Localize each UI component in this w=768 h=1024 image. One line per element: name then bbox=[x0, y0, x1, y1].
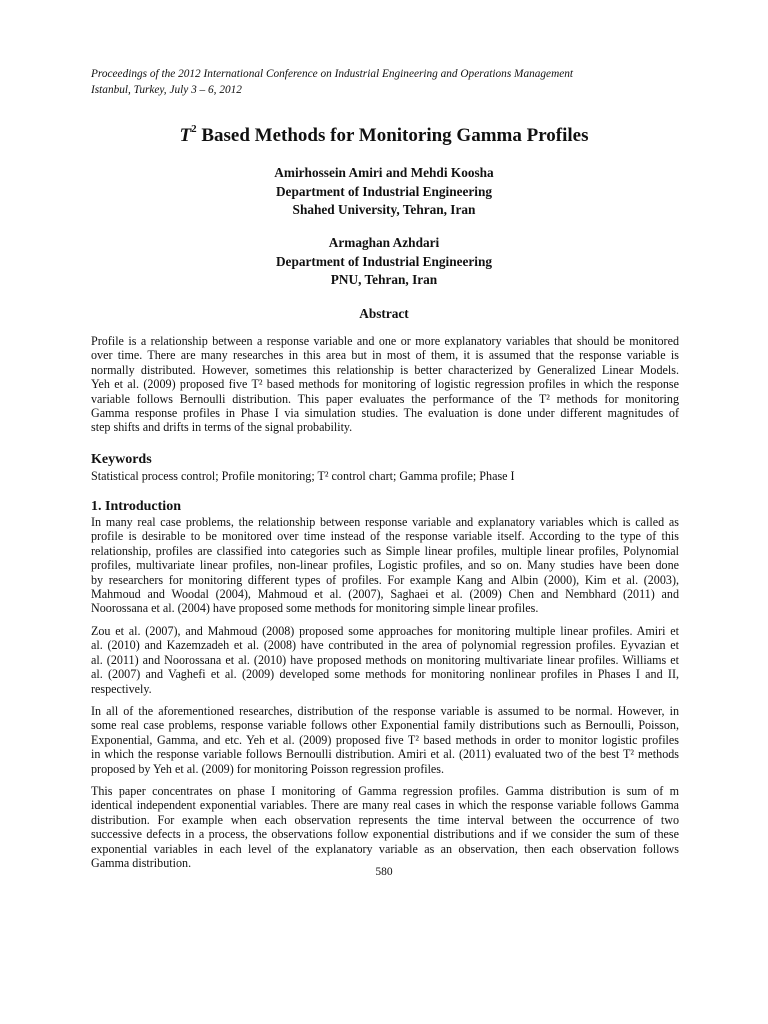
intro-line: respectively. bbox=[91, 681, 152, 696]
abstract-heading: Abstract bbox=[359, 306, 409, 321]
abstract-line: Profile is a relationship between a response variable and one or more explanatory variables that should be monitored bbox=[91, 334, 679, 348]
paper-title bbox=[0, 124, 768, 148]
author-block-1 bbox=[0, 164, 768, 220]
intro-line: profiles, multivariate linear profiles, non-linear profiles, Logistic profiles, and so on. Many studies have been done bbox=[91, 558, 679, 573]
intro-line: In all of the aforementioned researches, distribution of the response variable is assumed to be normal. However, in bbox=[91, 704, 679, 718]
intro-line: al. (2007) and Vaghefi et al. (2009) developed some methods for monitoring nonlinear profiles in Phases I and II, bbox=[91, 667, 679, 682]
intro-line: successive defects in a process, the observations follow exponential distributions and if we consider the sum of these bbox=[91, 827, 679, 842]
title-superscript: 2 bbox=[191, 123, 197, 135]
author-names-2: Armaghan Azhdari bbox=[328, 235, 440, 250]
proceedings-header bbox=[91, 66, 691, 98]
intro-line: In many real case problems, the relationship between response variable and explanatory variables which is called as bbox=[91, 515, 679, 529]
author-names-1: Amirhossein Amiri and Mehdi Koosha bbox=[274, 165, 494, 180]
intro-paragraph-1 bbox=[91, 515, 679, 616]
intro-line: by researchers for monitoring different types of profiles. For example Kang and Albin (2000), Kim et al. (2003), bbox=[91, 572, 679, 587]
intro-line: some real case problems, response variable follows other Exponential family distributions such as Bernoulli, Poisson, bbox=[91, 718, 679, 733]
introduction-heading: 1. Introduction bbox=[91, 499, 181, 514]
keywords-heading: Keywords bbox=[91, 452, 152, 467]
intro-line: profile is desirable to be monitored over time instead of the response variable itself. According to the type of this bbox=[91, 529, 679, 544]
intro-line: al. (2011) and Noorossana et al. (2010) have proposed methods on monitoring multivariate linear profiles. Williams et bbox=[91, 652, 679, 667]
abstract-line: over time. There are many researches in this area but in most of them, it is assumed that the response variable is bbox=[91, 348, 679, 363]
proceedings-line-2: Istanbul, Turkey, July 3 – 6, 2012 bbox=[91, 84, 242, 96]
author-block-2 bbox=[0, 234, 768, 290]
intro-line: proposed by Yeh et al. (2009) for monitoring Poisson regression profiles. bbox=[91, 761, 445, 776]
intro-line: Noorossana et al. (2004) have proposed some methods for monitoring simple linear profiles. bbox=[91, 601, 539, 616]
author-department-1: Department of Industrial Engineering bbox=[275, 183, 493, 199]
intro-line: exponential variables in each level of the explanatory variable as an observation, then each observation follows bbox=[91, 841, 679, 856]
intro-line: Mahmoud and Woodal (2004), Mahmoud et al. (2007), Saghaei et al. (2009) Chen and Nembhard (2011) and bbox=[91, 587, 679, 602]
intro-line: Zou et al. (2007), and Mahmoud (2008) proposed some approaches for monitoring multiple linear profiles. Amiri et bbox=[91, 624, 679, 638]
intro-paragraph-2 bbox=[91, 624, 679, 696]
intro-line: Exponential, Gamma, and etc. Yeh et al. (2009) proposed five T² based methods in order to monitor logistic profiles bbox=[91, 732, 679, 747]
intro-line: relationship, profiles are classified into categories such as Simple linear profiles, multiple linear profiles, Polynomial bbox=[91, 543, 679, 558]
keywords-text bbox=[91, 469, 679, 483]
intro-paragraph-4 bbox=[91, 784, 679, 870]
author-institution-1: Shahed University, Tehran, Iran bbox=[292, 202, 476, 217]
page-number: 580 bbox=[375, 866, 393, 878]
intro-line: in which the response variable follows Bernoulli distribution. Amiri et al. (2011) evaluated two of the best T² methods bbox=[91, 747, 679, 762]
author-department-2: Department of Industrial Engineering bbox=[275, 253, 493, 269]
intro-paragraph-3 bbox=[91, 704, 679, 776]
intro-line: Gamma distribution. bbox=[91, 856, 192, 871]
abstract-paragraph bbox=[91, 334, 679, 435]
abstract-line: normally distributed. However, sometimes this relationship is better characterized by Generalized Linear Models. bbox=[91, 362, 679, 377]
intro-line: al. (2010) and Kazemzadeh et al. (2008) have contributed in the area of polynomial regression profiles. Eyvazian et bbox=[91, 638, 679, 653]
abstract-line: Gamma response profiles in Phase I via simulation studies. The evaluation is done under different magnitudes of bbox=[91, 406, 679, 421]
abstract-line: step shifts and drifts in terms of the signal probability. bbox=[91, 420, 353, 435]
intro-line: identical independent exponential variables. There are many real cases in which the response variable follows Gamma bbox=[91, 798, 679, 813]
abstract-line: Yeh et al. (2009) proposed five T² based methods for monitoring of logistic regression profiles in which the response bbox=[91, 377, 679, 392]
title-text: Based Methods for Monitoring Gamma Profiles bbox=[196, 125, 589, 146]
keywords-line: Statistical process control; Profile monitoring; T² control chart; Gamma profile; Phase I bbox=[91, 469, 515, 483]
intro-line: distribution. For example when each observation represents the time interval between the occurrence of two bbox=[91, 812, 679, 827]
author-institution-2: PNU, Tehran, Iran bbox=[330, 272, 438, 287]
abstract-line: variable follows Bernoulli distribution. This paper evaluates the performance of the T² methods for monitoring bbox=[91, 391, 679, 406]
intro-line: This paper concentrates on phase I monitoring of Gamma regression profiles. Gamma distribution is sum of m bbox=[91, 784, 679, 798]
proceedings-line-1: Proceedings of the 2012 International Conference on Industrial Engineering and Operations Management bbox=[91, 68, 574, 80]
title-t-symbol: T bbox=[179, 125, 192, 146]
